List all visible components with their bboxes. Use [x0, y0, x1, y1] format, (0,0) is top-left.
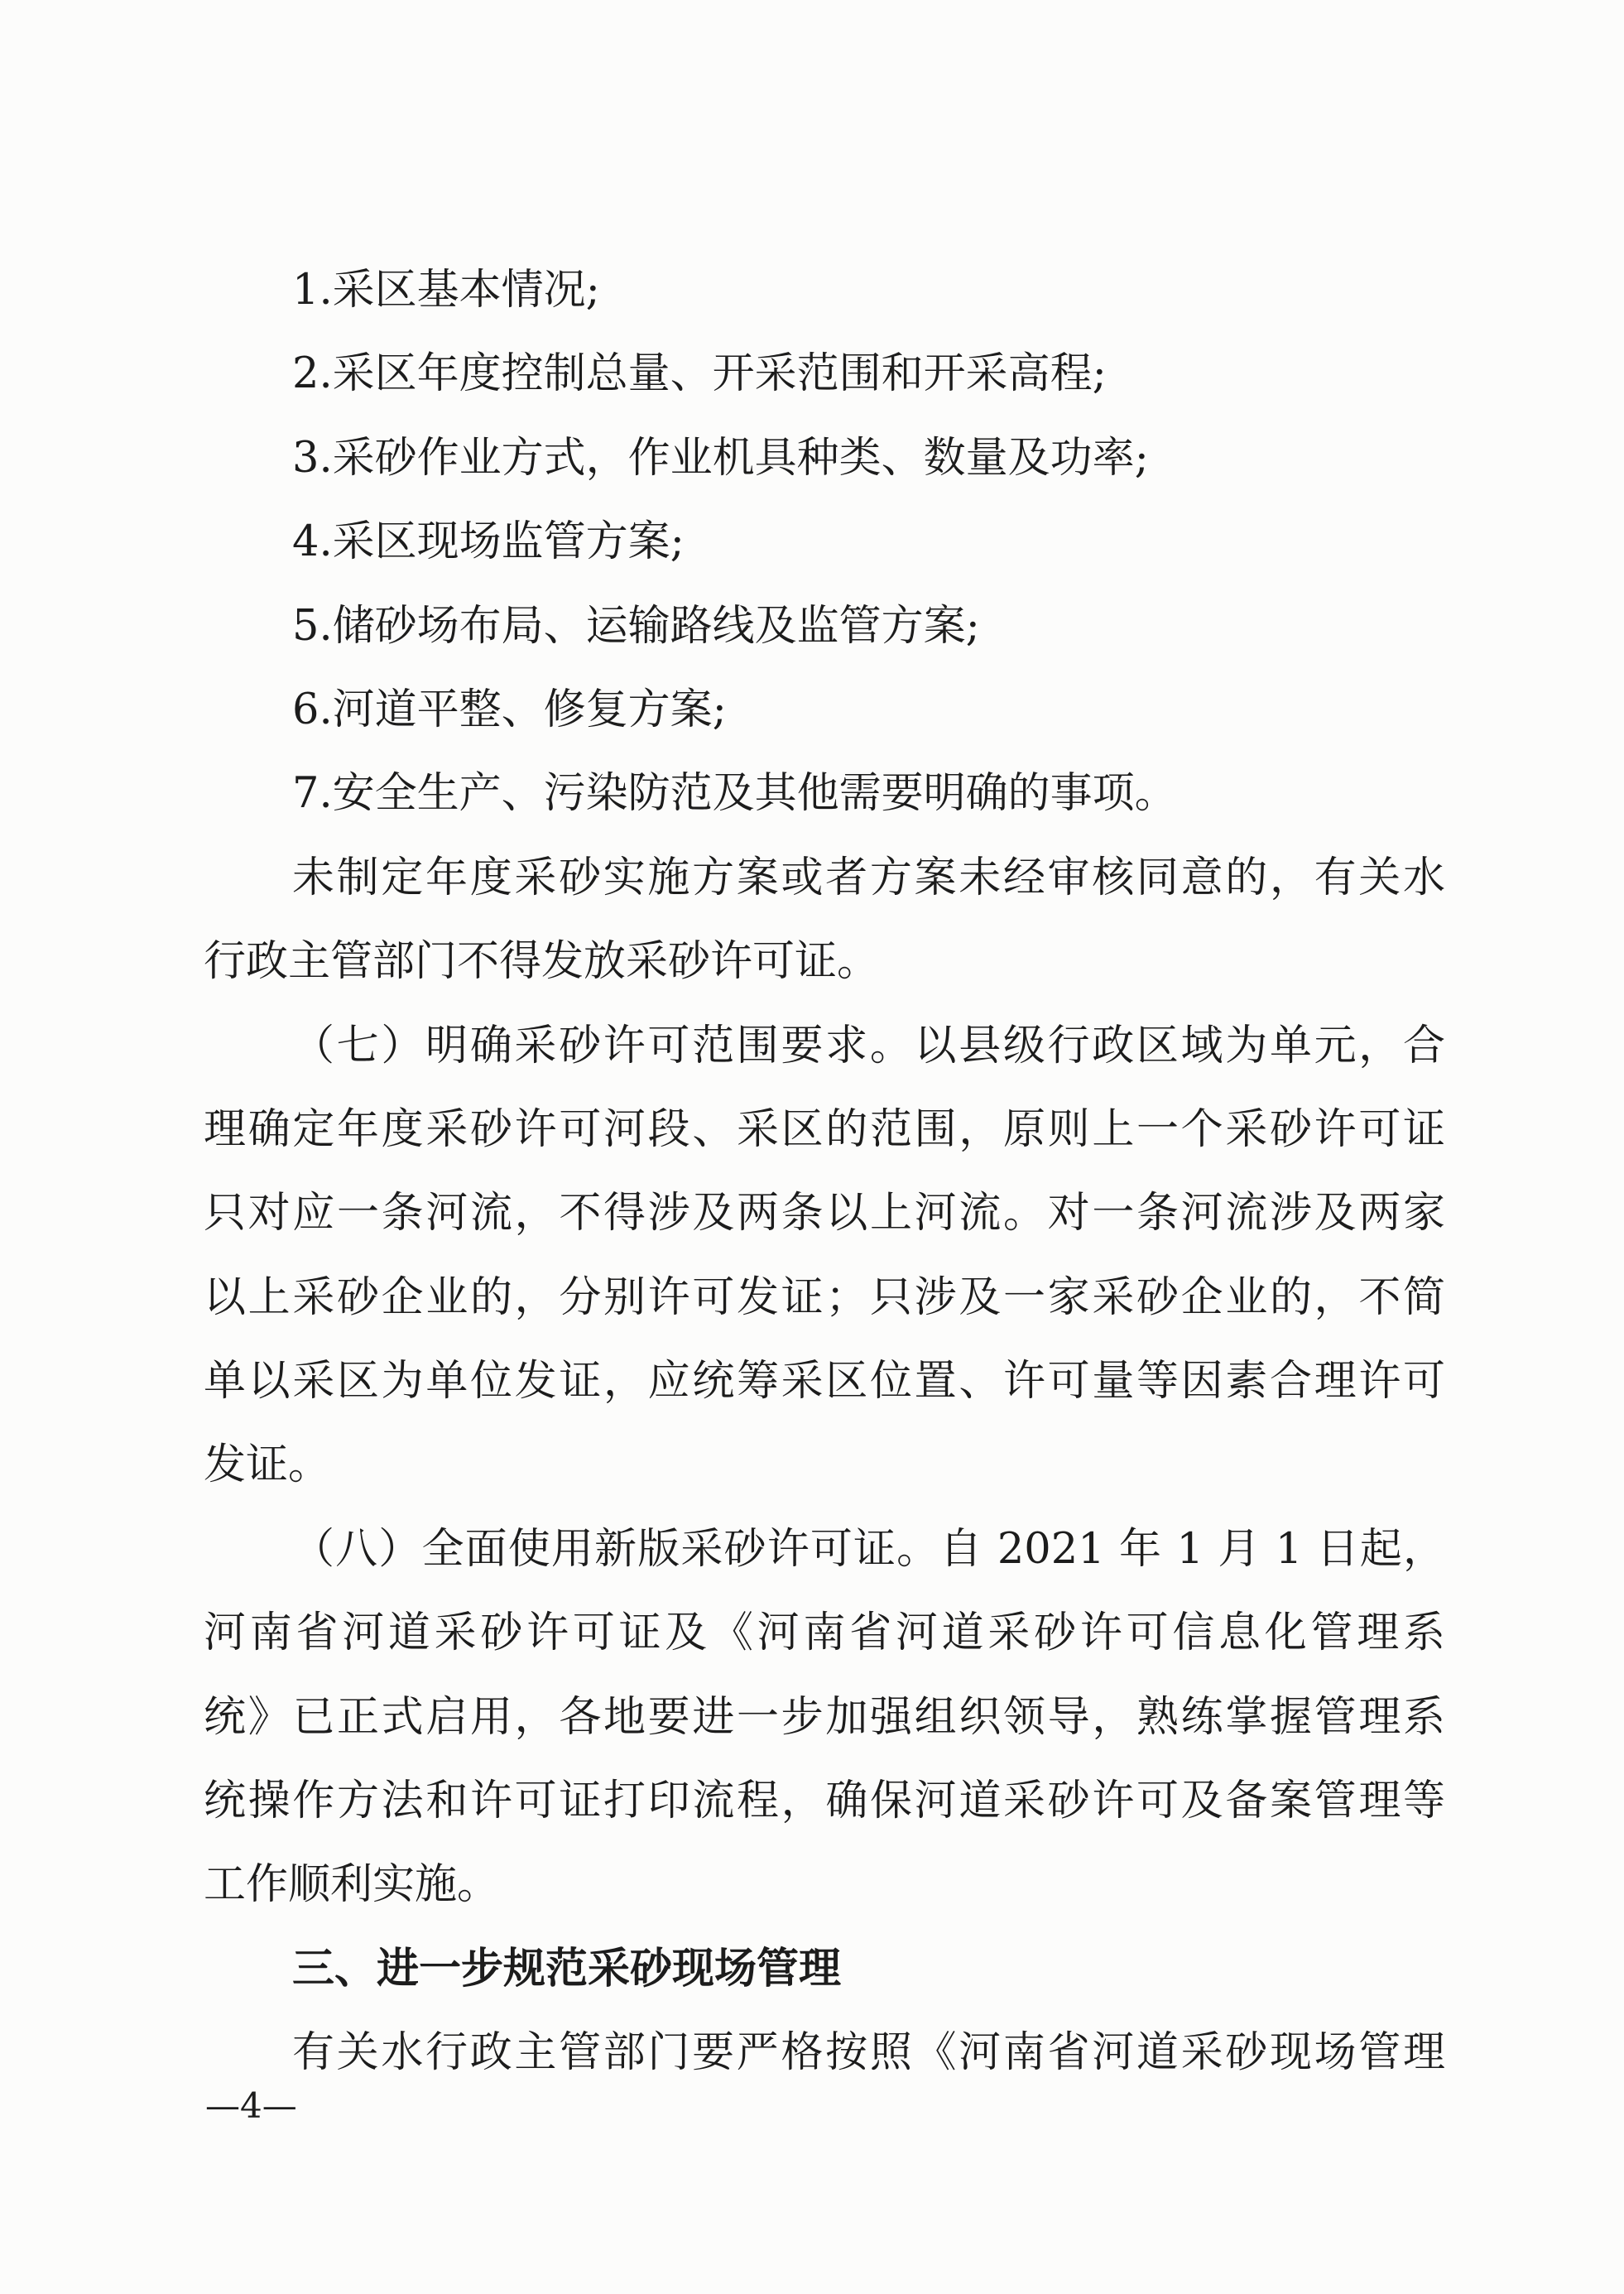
paragraph-line: 统操作方法和许可证打印流程，确保河道采砂许可及备案管理等 — [204, 1777, 1445, 1826]
paragraph-line — [204, 1508, 1445, 1591]
list-item-3: 3.采砂作业方式，作业机具种类、数量及功率; — [292, 433, 1149, 483]
list-item-4: 4.采区现场监管方案; — [292, 517, 685, 567]
list-item-2: 2.采区年度控制总量、开采范围和开采高程; — [292, 349, 1107, 399]
paragraph-line: 只对应一条河流，不得涉及两条以上河流。对一条河流涉及两家 — [204, 1189, 1445, 1238]
list-item-6: 6.河道平整、修复方案; — [292, 685, 727, 734]
paragraph-line: 以上采砂企业的，分别许可发证；只涉及一家采砂企业的，不简 — [204, 1272, 1445, 1322]
paragraph-section-7 — [204, 1004, 1445, 1508]
paragraph-line: 工作顺利实施。 — [204, 1860, 500, 1910]
paragraph-line: 单以采区为单位发证，应统筹采区位置、许可量等因素合理许可 — [204, 1357, 1445, 1407]
paragraph-sand-plan — [204, 836, 1445, 1004]
paragraph-line: 行政主管部门不得发放采砂许可证。 — [204, 937, 880, 987]
list-item-7: 7.安全生产、污染防范及其他需要明确的事项。 — [292, 769, 1177, 819]
paragraph-line — [204, 1004, 1445, 1088]
paragraph-line: 发证。 — [204, 1440, 331, 1490]
paragraph-site-management — [204, 2011, 1445, 2094]
paragraph-line: 河南省河道采砂许可证及《河南省河道采砂许可信息化管理系 — [204, 1609, 1445, 1658]
paragraph-line: 有关水行政主管部门要严格按照《河南省河道采砂现场管理 — [292, 2028, 1445, 2078]
section-8-title: （八）全面使用新版采砂许可证。 — [292, 1524, 940, 1574]
section-heading-3: 三、进一步规范采砂现场管理 — [292, 1944, 842, 1993]
plan-contents-list — [204, 248, 1445, 836]
list-item-5: 5.储砂场布局、运输路线及监管方案; — [292, 601, 980, 651]
section-7-title: （七）明确采砂许可范围要求。 — [292, 1021, 915, 1070]
paragraph-line: 未制定年度采砂实施方案或者方案未经审核同意的，有关水 — [292, 853, 1445, 902]
document-body — [204, 248, 1445, 2095]
paragraph-line: 统》已正式启用，各地要进一步加强组织领导，熟练掌握管理系 — [204, 1692, 1445, 1742]
paragraph-line-text: 自 2021 年 1 月 1 日起， — [939, 1524, 1445, 1574]
list-item-1: 1.采区基本情况; — [292, 266, 600, 315]
paragraph-section-8 — [204, 1508, 1445, 1927]
paragraph-line-text: 以县级行政区域为单元，合 — [914, 1021, 1445, 1070]
paragraph-line: 理确定年度采砂许可河段、采区的范围，原则上一个采砂许可证 — [204, 1104, 1445, 1154]
page-number: —4— — [205, 2085, 297, 2126]
